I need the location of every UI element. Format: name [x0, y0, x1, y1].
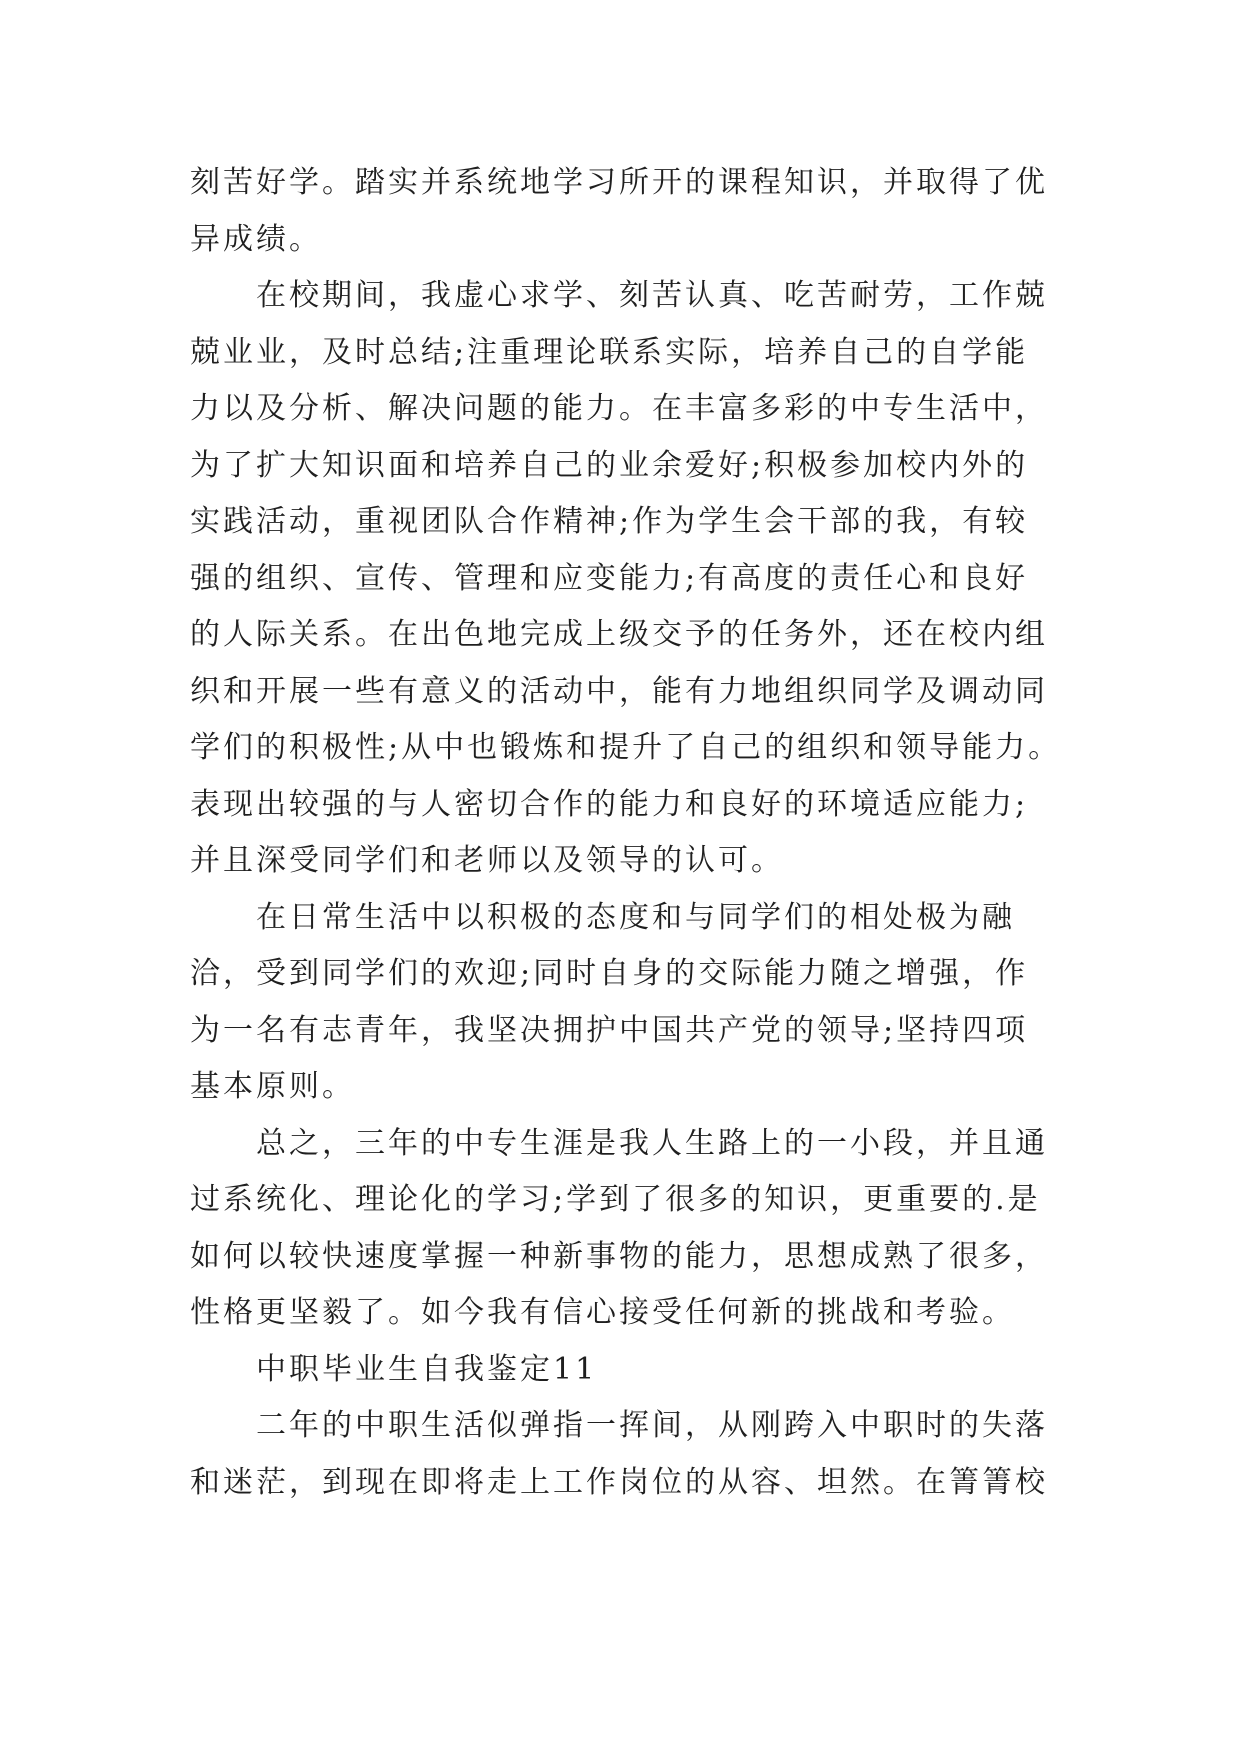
text-line: 如何以较快速度掌握一种新事物的能力，思想成熟了很多， — [190, 1238, 1048, 1274]
text-line: 基本原则。 — [190, 1069, 355, 1104]
text-line: 过系统化、理论化的学习;学到了很多的知识，更重要的.是 — [190, 1182, 1041, 1217]
text-line: 兢业业，及时总结;注重理论联系实际，培养自己的自学能 — [190, 334, 1029, 370]
text-line: 学们的积极性;从中也锻炼和提升了自己的组织和领导能力。 — [190, 730, 1062, 765]
text-line: 力以及分析、解决问题的能力。在丰富多彩的中专生活中， — [190, 391, 1048, 426]
text-line: 和迷茫，到现在即将走上工作岗位的从容、坦然。在箐箐校 — [190, 1464, 1048, 1500]
text-line: 表现出较强的与人密切合作的能力和良好的环境适应能力; — [190, 786, 1029, 822]
text-line: 实践活动，重视团队合作精神;作为学生会干部的我，有较 — [190, 504, 1029, 539]
paragraph-start-line: 总之，三年的中专生涯是我人生路上的一小段，并且通 — [256, 1125, 1048, 1161]
paragraph-start-line: 在日常生活中以积极的态度和与同学们的相处极为融 — [256, 899, 1015, 935]
section-heading: 中职毕业生自我鉴定11 — [256, 1351, 598, 1387]
text-line: 为一名有志青年，我坚决拥护中国共产党的领导;坚持四项 — [190, 1012, 1029, 1048]
paragraph-start-line: 二年的中职生活似弹指一挥间，从刚跨入中职时的失落 — [256, 1408, 1048, 1443]
text-line: 刻苦好学。踏实并系统地学习所开的课程知识，并取得了优 — [190, 165, 1048, 200]
text-line: 并且深受同学们和老师以及领导的认可。 — [190, 843, 784, 878]
text-line: 为了扩大知识面和培养自己的业余爱好;积极参加校内外的 — [190, 447, 1029, 483]
text-line: 异成绩。 — [190, 221, 322, 257]
text-line: 织和开展一些有意义的活动中，能有力地组织同学及调动同 — [190, 673, 1048, 709]
text-line: 的人际关系。在出色地完成上级交予的任务外，还在校内组 — [190, 617, 1048, 652]
text-line: 洽，受到同学们的欢迎;同时自身的交际能力随之增强，作 — [190, 956, 1029, 991]
text-line: 强的组织、宣传、管理和应变能力;有高度的责任心和良好 — [190, 560, 1029, 596]
document-body — [190, 155, 1060, 1511]
paragraph-start-line: 在校期间，我虚心求学、刻苦认真、吃苦耐劳，工作兢 — [256, 278, 1048, 313]
text-line: 性格更坚毅了。如今我有信心接受任何新的挑战和考验。 — [190, 1295, 1015, 1330]
